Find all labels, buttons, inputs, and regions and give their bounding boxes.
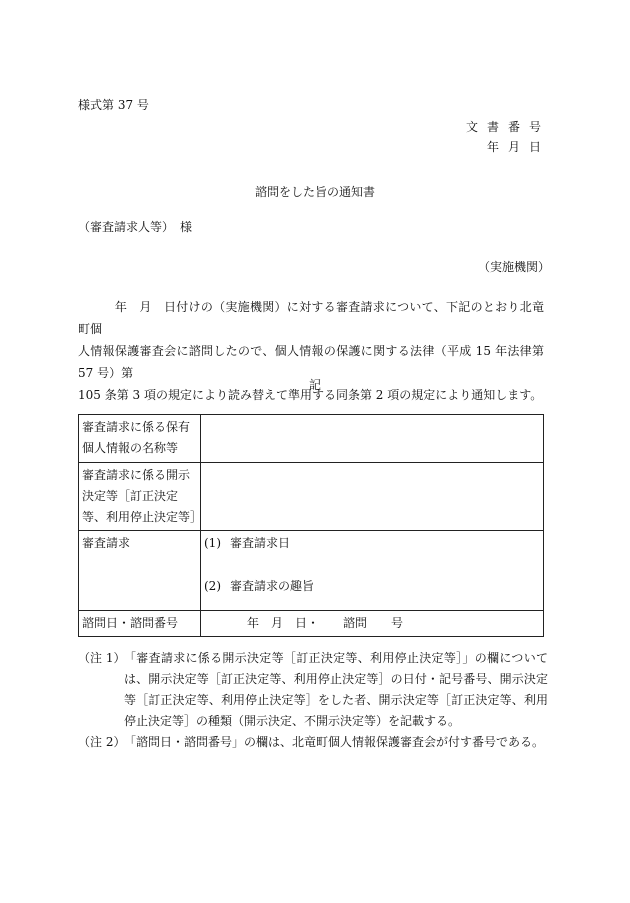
details-table (78, 414, 544, 637)
document-number: 文書番号 (465, 120, 550, 134)
request-item (204, 533, 540, 554)
table-row (79, 463, 544, 531)
item-text: 審査請求の趣旨 (230, 579, 315, 593)
ki-heading: 記 (308, 378, 321, 392)
row-label: 審査請求に係る開示決定等［訂正決定等、利用停止決定等］ (79, 463, 201, 531)
item-text: 審査請求日 (230, 536, 291, 550)
row-label: 審査請求 (79, 531, 201, 611)
note-tag: （注 2） (78, 735, 126, 749)
issue-date: 年月日 (486, 140, 550, 154)
note-text: 「審査請求に係る開示決定等［訂正決定等、利用停止決定等］」の欄については、開示決定等［訂正決定等、利用停止決定等］の日付・記号番号、開示決定等［訂正決定等、利用停止決定等］をした者、開示決定等［訂正決定等、利用停止決定等］の種類（開示決定、不開示決定等）を記載する。 (124, 651, 548, 728)
issuing-agency: （実施機関） (477, 260, 550, 274)
notes (78, 648, 548, 753)
row-value: 年 月 日・ 諮問 号 (201, 611, 544, 637)
note-text: 「諮問日・諮問番号」の欄は、北竜町個人情報保護審査会が付す番号である。 (124, 735, 545, 749)
note-item (78, 732, 548, 753)
body-line: 105 条第 3 項の規定により読み替えて準用する同条第 2 項の規定により通知します。 (78, 388, 543, 402)
table-row (79, 531, 544, 611)
document-title: 諮問をした旨の通知書 (254, 185, 375, 199)
request-item (204, 576, 540, 597)
row-label: 審査請求に係る保有個人情報の名称等 (79, 415, 201, 463)
row-value (201, 463, 544, 531)
addressee: （審査請求人等） 様 (78, 220, 193, 234)
body-line: 年 月 日付けの（実施機関）に対する審査請求について、下記のとおり北竜町個 (78, 300, 544, 336)
item-number: (2) (204, 579, 221, 593)
row-value (201, 531, 544, 611)
body-line: 人情報保護審査会に諮問したので、個人情報の保護に関する法律（平成 15 年法律第 57 号）第 (78, 344, 544, 380)
item-number: (1) (204, 536, 221, 550)
row-value (201, 415, 544, 463)
row-label: 諮問日・諮問番号 (79, 611, 201, 637)
table-row (79, 611, 544, 637)
form-number: 様式第 37 号 (78, 98, 149, 112)
note-item (78, 648, 548, 732)
note-tag: （注 1） (78, 651, 126, 665)
table-row (79, 415, 544, 463)
